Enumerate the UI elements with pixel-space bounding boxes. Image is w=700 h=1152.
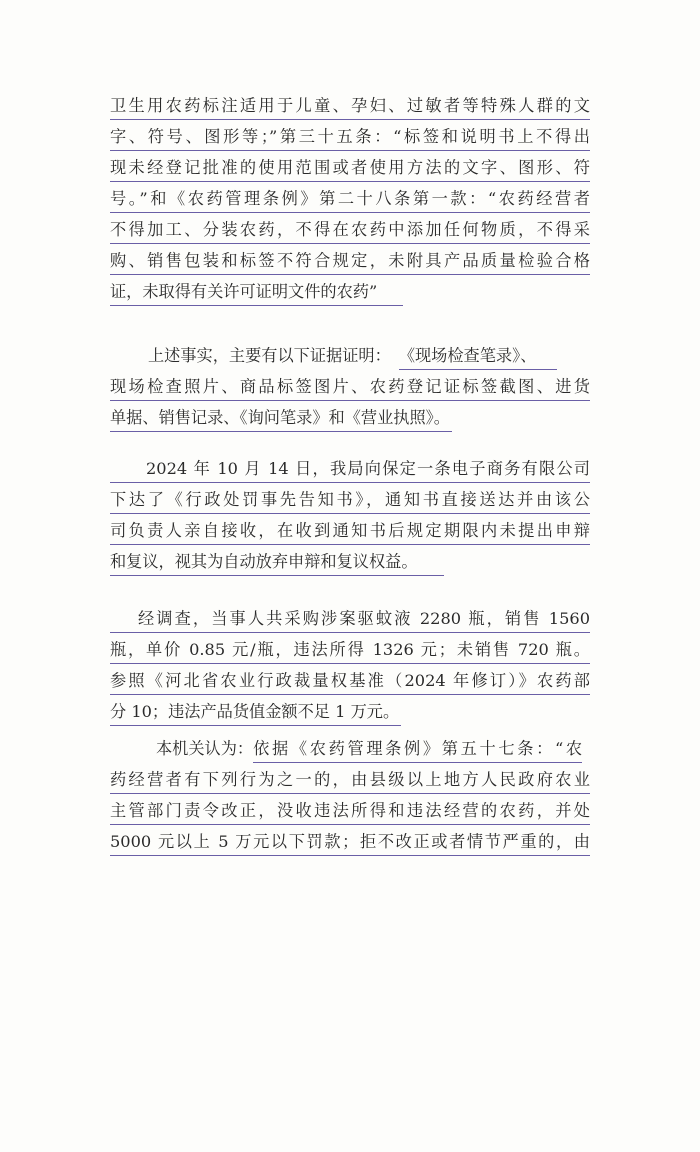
text-line: 本机关认为：依据《农药管理条例》第五十七条：“农: [110, 735, 590, 766]
text-line: 瓶，单价 0.85 元/瓶，违法所得 1326 元；未销售 720 瓶。: [110, 636, 590, 667]
text-line: 卫生用农药标注适用于儿童、孕妇、过敏者等特殊人群的文: [110, 92, 590, 123]
text-line: 参照《河北省农业行政裁量权基准（2024 年修订）》农药部: [110, 667, 590, 698]
text-line: 主管部门责令改正，没收违法所得和违法经营的农药，并处: [110, 797, 590, 828]
text-line: 不得加工、分装农药，不得在农药中添加任何物质，不得采: [110, 216, 590, 247]
text-line: 2024 年 10 月 14 日，我局向保定一条电子商务有限公司: [110, 455, 590, 486]
evidence-lead: 上述事实，主要有以下证据证明：: [148, 346, 391, 365]
text-line: 司负责人亲自接收，在收到通知书后规定期限内未提出申辩: [110, 517, 590, 548]
determination-lead: 本机关认为：: [156, 739, 254, 758]
text-line: 单据、销售记录、《询问笔录》和《营业执照》。: [110, 404, 590, 435]
text-line: 证，未取得有关许可证明文件的农药”: [110, 278, 590, 309]
text-line: 药经营者有下列行为之一的，由县级以上地方人民政府农业: [110, 766, 590, 797]
text-line: 经调查，当事人共采购涉案驱蚊液 2280 瓶，销售 1560: [110, 605, 590, 636]
text-line: 字、符号、图形等；”第三十五条：“标签和说明书上不得出: [110, 123, 590, 154]
text-line: 现场检查照片、商品标签图片、农药登记证标签截图、进货: [110, 373, 590, 404]
paragraph-investigation: [110, 605, 590, 729]
paragraph-determination: [110, 735, 590, 859]
text-line: 下达了《行政处罚事先告知书》，通知书直接送达并由该公: [110, 486, 590, 517]
text-line: 分 10；违法产品货值金额不足 1 万元。: [110, 698, 590, 729]
text-line: 5000 元以上 5 万元以下罚款；拒不改正或者情节严重的，由: [110, 828, 590, 859]
paragraph-notice: [110, 455, 590, 579]
text-line: 购、销售包装和标签不符合规定，未附具产品质量检验合格: [110, 247, 590, 278]
text-line: 现未经登记批准的使用范围或者使用方法的文字、图形、符: [110, 154, 590, 185]
paragraph-regulation-quote: [110, 92, 590, 309]
text-line: 和复议，视其为自动放弃申辩和复议权益。: [110, 548, 590, 579]
text-line: 号。”和《农药管理条例》第二十八条第一款：“农药经营者: [110, 185, 590, 216]
text-line: 上述事实，主要有以下证据证明： 《现场检查笔录》、: [110, 342, 590, 373]
paragraph-evidence: [110, 342, 590, 435]
